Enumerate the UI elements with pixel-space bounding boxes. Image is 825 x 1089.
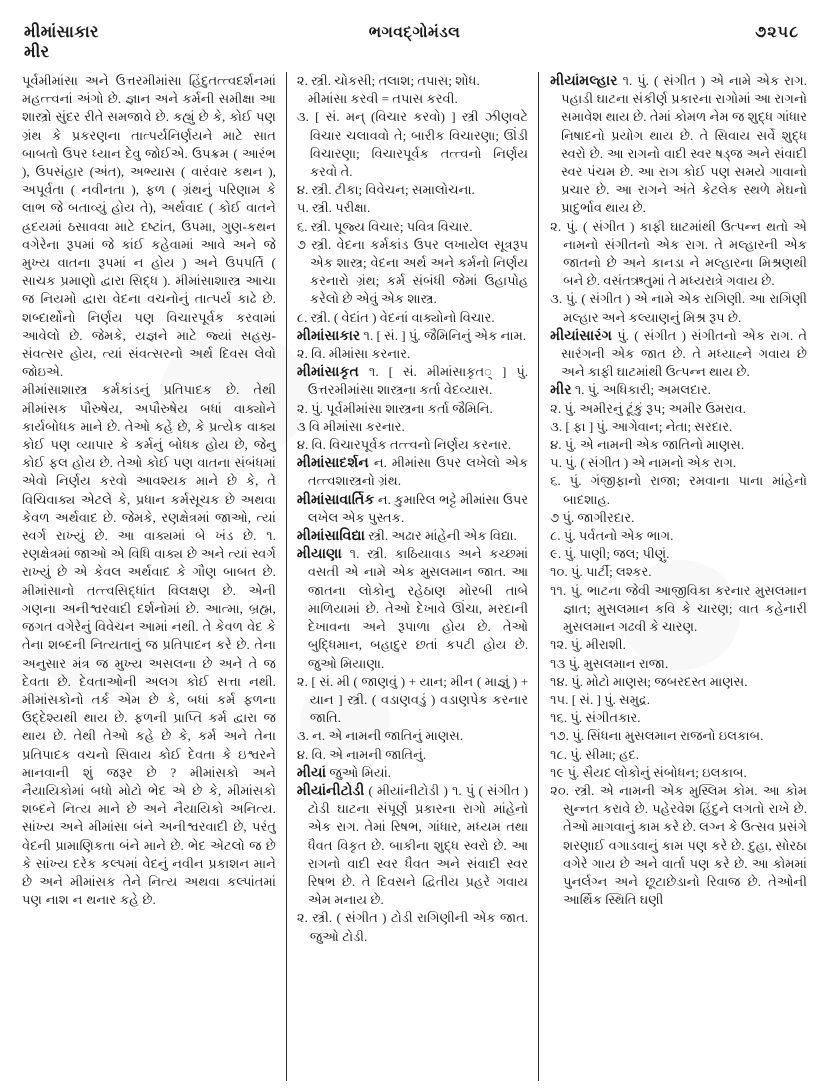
page-number: ૭૨૫૮ bbox=[755, 24, 799, 41]
dictionary-entry bbox=[297, 327, 528, 345]
dictionary-entry bbox=[297, 454, 528, 490]
entry-headword: મીયાં bbox=[296, 764, 327, 781]
entry-definition: ૧. પું. ( સંગીત ) એ નામે એક રાગ. પહાડી ઘાટના સંકીર્ણ પ્રકારના રાગોમાં આ રાગનો સમાવેશ થાય છે. તેમાં કોમળ નેમ જ શુદ્ધ ગાંધાર નિષાદનો પ્રયોગ થાય છે. તે સિવાય સર્વે શુદ્ધ સ્વરો છે. આ રાગનો વાદી સ્વર ષડ્જ અને સંવાદી સ્વર પંચમ છે. આ રાગ કોઈ પણ સમયે ગાવાનો પ્રચાર છે. આ રાગને અંતે કેટલેક સ્થળે મેઘનો પ્રાદુર્ભાવ થાય છે. bbox=[561, 73, 807, 216]
entry-definition: ( મીયાંનીટોડી ) ૧. પું ( સંગીત ) ટોડી ઘાટના સંપૂર્ણ પ્રકારના રાગો માંહેનો એક રાગ. તેમાં રિષભ, ગાંધાર, મધ્યમ તથા ધૈવત વિકૃત છે. બાકીના શુદ્ધ સ્વરો છે. આ રાગનો વાદી સ્વર ધૈવત અને સંવાદી સ્વર રિષભ છે. તે દિવસને દ્વિતીય પ્રહરે ગવાય એમ મનાય છે. bbox=[307, 782, 529, 908]
entry-continuation: મીમાંસા કરવી = તપાસ કરવી. bbox=[307, 91, 458, 107]
entry-headword: મીયાંનીટોડી bbox=[296, 782, 365, 799]
entry-sense: ૬. પું. ગંજીફાનો રાજા; રમવાના પાના માંહેનો બાદશાહ. bbox=[550, 473, 807, 507]
entry-sense: ૩. પું. ( સંગીત ) એ નામે એક રાગિણી. આ રાગિણી મલ્હાર અને કલ્યાણનું મિશ્ર રૂપ છે. bbox=[550, 291, 807, 325]
dictionary-entry bbox=[297, 363, 528, 399]
dictionary-entry bbox=[297, 491, 528, 527]
entry-headword: મીયાંમલ્હાર bbox=[550, 73, 618, 89]
dictionary-entry bbox=[550, 72, 807, 218]
entry-sense: ૧૨. પું. મીરાશી. bbox=[550, 637, 626, 653]
entry-headword: મીમાંસાદર્શન bbox=[296, 455, 369, 472]
entry-sense: ૪. સ્ત્રી. ટીકા; વિવેચન; સમાલોચના. bbox=[296, 182, 475, 198]
entry-definition: ન. કુમારિલ ભટ્ટે મીમાંસા ઉપર લખેલ એક પુસ્તક. bbox=[307, 491, 529, 525]
entry-sense: ૨. સ્ત્રી. ચોકસી; તલાશ; તપાસ; શોધ. bbox=[296, 73, 480, 88]
entry-headword: મીયાણા bbox=[296, 546, 342, 563]
entry-sense: ૪. વિ. એ નામની જાતિનું. bbox=[296, 746, 427, 762]
guide-word-second: મીર bbox=[24, 42, 50, 62]
entry-sense: ૧૫. [ સં. ] પું. સમુદ્ર. bbox=[550, 691, 651, 707]
entry-sense: ૨. પું. ( સંગીત ) કાફી ઘાટમાંથી ઉત્પન્ન થતો એ નામનો સંગીતનો એક રાગ. તે મલ્હારની એક જાતનો છે અને કાનડા ને મલ્હારના મિશ્રણથી બને છે. વસંતઋતુમાં તે મધ્યરાત્રે ગવાય છે. bbox=[550, 218, 807, 289]
entry-sense: ૧૮. પું. સીમા; હદ. bbox=[550, 746, 639, 762]
entry-sense: ૧૪. પું. મોટો માણસ; જબરદસ્ત માણસ. bbox=[550, 673, 748, 689]
entry-sense: ૩. ન. એ નામની જાતિનું માણસ. bbox=[296, 728, 464, 744]
entry-sense: ૫. પું. ( સંગીત ) એ નામનો એક રાગ. bbox=[550, 455, 737, 471]
entry-headword: મીમાંસાકૃત bbox=[296, 364, 359, 381]
dictionary-entry bbox=[297, 782, 528, 909]
body-paragraph: પૂર્વમીમાંસા અને ઉત્તરમીમાંસા હિંદુતત્ત્વદર્શનમાં મહત્ત્વનાં અંગો છે. જ્ઞાન અને કર્મની સમીક્ષા આ શાસ્ત્રો સુંદર રીતે સમજાવે છે. કહ્યું છે કે, કોઈ પણ ગ્રંથ કે પ્રકરણના તાત્પર્યનિર્ણયને માટે સાત બાબતો ઉપર ધ્યાન દેવુ જોઈએ. ઉપક્રમ ( આરંભ ), ઉપસંહાર (અંત), અભ્યાસ ( વારંવાર કથન ), અપૂર્વતા ( નવીનતા ), ફળ ( ગ્રંથનું પરિણામ કે લાભ જે બતાવ્યું હોય તે), અર્થવાદ ( કોઈ વાતને હ્રદયમાં ઠસાવવા માટે દષ્ટાંત, ઉપમા, ગુણ-કથન વગેરેના રૂપમાં જે કાંઈ કહેવામાં આવે અને જે મુખ્ય વાતના રૂપમાં ન હોય ) અને ઉપપર્તિ ( સાચક પ્રમાણો દ્વારા સિદ્ધ ). મીમાંસાશાસ્ત્ર આચા જ નિયમો દ્વારા વેદના વચનોનું તાત્પર્ય કાઢે છે. શબ્દાર્થોનો નિર્ણય પણ વિચારપૂર્વક કરવામાં આવેલો છે. જેમકે, યજ્ઞને માટે જ્યાં સહસ્ર-સંવત્સર હોય, ત્યાં સંવત્સરનો અર્થ દિવસ લેવો જોઇએ. bbox=[22, 73, 276, 380]
entry-definition: જુઓ મિયાં. bbox=[326, 764, 392, 780]
entry-headword: મીમાંસાવિદ્યા bbox=[296, 528, 366, 545]
entry-sense: ૧૯ પું. સૈયદ લોકોનું સંબોધન; ઇલકાબ. bbox=[550, 764, 747, 780]
entry-sense: ૮. સ્ત્રી. ( વેદાંત ) વેદનાં વાક્યોનો વિચાર. bbox=[296, 309, 495, 325]
dictionary-entry bbox=[297, 545, 528, 672]
columns-container bbox=[22, 72, 807, 1081]
entry-sense: ૨. સ્ત્રી. ( સંગીત ) ટોડી રાગિણીની એક જાત. જુઓ ટોડી. bbox=[296, 910, 529, 944]
entry-sense: ૯. પું. પાણી; જલ; પીણું. bbox=[550, 546, 670, 562]
entry-sense: ૭ પું. જાગીરદાર. bbox=[550, 509, 635, 525]
entry-sense: ૭ સ્ત્રી. વેદના કર્મકાંડ ઉપર લખાયેલ સૂત્રરૂપ એક શાસ્ત્ર; વેદના અર્થ અને કર્મનો નિર્ણય કરનારો ગ્રંથ; કર્મ સંબંધી જેમાં ઉહાપોહ કરેલો છે એવું એક શાસ્ત્ર. bbox=[296, 236, 529, 307]
entry-definition: પું. ( સંગીત ) સંગીતનો એક રાગ. તે સારંગની એક જાત છે. તે મધ્યાહ્ને ગવાય છે અને કાફી ઘાટમાંથી ઉત્પન્ન થાય છે. bbox=[561, 327, 807, 380]
entry-definition: ૧. પું. અધિકારી; અમલદાર. bbox=[571, 382, 711, 398]
entry-definition: સ્ત્રી. અઢાર માંહેની એક વિદ્યા. bbox=[365, 528, 517, 544]
body-paragraph: મીમાંસાશાસ્ત્ર કર્મકાંડનું પ્રતિપાદક છે. તેથી મીમાંસક પૌરુષેય, અપૌરુષેય બધાં વાક્યોને કાર્યબોધક માને છે. તેઓ કહે છે, કે પ્રત્યેક વાક્ય કોઈ પણ વ્યાપાર કે કર્મનું બોધક હોય છે, જેનુ કોઈ ફલ હોય છે. તેઓ કોઈ પણ વાતના સંબંધમાં એવો નિર્ણય કરવો આવશ્યક માને છે કે, તે વિચિવાક્ય એટલે કે, પ્રધાન કર્મસૂચક છે અથવા કેવળ અર્થવાદ છે. જેમકે, રણક્ષેત્રમાં જાઓ, ત્યાં સ્વર્ગ રાખ્યું છે. આ વાક્યમાં બે ખંડ છે. ૧. રણક્ષેત્રમાં જાઓ એ વિધિ વાક્ય છે અને ત્યાં સ્વર્ગ રાખ્યું છે એ કેવલ અર્થવાદ કે ગૌણ બાબત છે. મીમાંસાનો તત્ત્વસિદ્ધાંત વિલક્ષણ છે. એની ગણના અનીશ્વરવાદી દર્શનોમાં છે. આત્મા, બ્રહ્મ, જગત વગેરેનું વિવેચન આમાં નથી. તે કેવળ વેદ કે તેના શબ્દની નિત્યતાનું જ પ્રતિપાદન કરે છે. તેના અનુસાર મંત્ર જ મુખ્ય અસલના છે અને તે જ દેવતા છે. દેવતાઓની અલગ કોઈ સત્તા નથી. મીમાંસકોનો તર્ક એમ છે કે, બધાં કર્મ ફળના ઉદ્દેશ્યથી થાય છે. ફળની પ્રાપ્તિ કર્મ દ્વારા જ થાય છે. તેથી તેઓ કહે છે કે, કર્મ અને તેના પ્રતિપાદક વચનો સિવાય કોઈ દેવતા કે ઇશ્વરને માનવાની શું જરૂર છે ? મીમાંસકો અને નૈયાયિકોમાં બધો મોટો ભેદ એ છે કે, મીમાંસકો શબ્દને નિત્ય માને છે અને નૈયાયિકો અનિત્ય. સાંખ્ય અને મીમાંસા બંને અનીશ્વરવાદી છે, પરંતુ વેદની પ્રામાણિકતા બંને માને છે. ભેદ એટલો જ છે કે સાંખ્ય દરેક કલ્પમાં વેદનું નવીન પ્રકાશન માને છે અને મીમાંસક તેને નિત્ય અથવા કલ્પાંતમાં પણ નાશ ન થનાર કહે છે. bbox=[22, 382, 276, 908]
entry-sense: ૧૩ પું. મુસલમાન રાજા. bbox=[550, 655, 669, 671]
entry-definition: ન. મીમાંસા ઉપર લખેલો એક તત્ત્વશાસ્ત્રનો ગ્રંથ. bbox=[307, 455, 529, 489]
page-header bbox=[22, 22, 807, 78]
entry-sense: ૧૭. પું. સિંધના મુસલમાન રાજનો ઇલકાબ. bbox=[550, 728, 764, 744]
dictionary-entry bbox=[297, 527, 528, 545]
entry-sense: ૩. [ સં. મન્ (વિચાર કરવો) ] સ્ત્રી ઝીણવટે વિચાર ચલાવવો તે; બારીક વિચારણા; ઊંડી વિચારણા; વિચારપૂર્વક તત્ત્વનો નિર્ણય કરવો તે. bbox=[296, 109, 529, 180]
entry-sense: ૨. વિ. મીમાંસા કરનાર. bbox=[296, 346, 411, 362]
entry-headword: મીર bbox=[550, 382, 572, 399]
entry-sense: ૨. [ સં. મી ( જાણવું ) + યાન; મીન ( માજ્ઞું ) + યાન ] સ્ત્રી. ( વડાણવડું ) વડાણપેક કરનાર જાતિ. bbox=[296, 673, 529, 726]
entry-sense: ૨૦. સ્ત્રી. એ નામની એક મુસ્લિમ કોમ. આ કોમ સુન્નત કરાવે છે. પહેરવેશ હિંદુને લગતો રાખે છે. તેઓ માગવાનું કામ કરે છે. લગ્ન કે ઉત્સવ પ્રસંગે શરણાઈ વગાડવાનું કામ પણ કરે છે. દુહા, સોરઠા વગેરે ગાય છે અને વાર્તા પણ કરે છે. આ કોમમાં પુનર્લગ્ન અને છૂટાછેડાનો રિવાજ છે. તેઓની આર્થિક સ્થિતિ ઘણી bbox=[550, 782, 807, 908]
entry-headword: મીયાંસારંગ bbox=[550, 327, 612, 344]
entry-sense: ૪. વિ. વિચારપૂર્વક તત્ત્વનો નિર્ણય કરનાર. bbox=[296, 437, 512, 453]
entry-definition: ૧. [ સં. મીમાંસાકૃત् ] પું. ઉત્તરમીમાંસા શાસ્ત્રના કર્તા વેદવ્યાસ. bbox=[307, 364, 529, 398]
column-one bbox=[22, 72, 286, 1081]
entry-headword: મીમાંસાકાર bbox=[296, 327, 361, 344]
guide-word-first: મીમાંસાકાર bbox=[24, 22, 99, 41]
column-three bbox=[539, 72, 807, 1081]
column-two bbox=[287, 72, 538, 1081]
entry-headword: મીમાંસાવાર્તિક bbox=[296, 491, 375, 508]
entry-sense: ૧૧. પું. ભાટના જેવી આજીવિકા કરનાર મુસલમાન જ્ઞાત; મુસલમાન કવિ કે ચારણ; વાત કહેનારી મુસલમાન ગઢવી કે ચારણ. bbox=[550, 582, 807, 635]
entry-definition: ૧. સ્ત્રી. કાઠિયાવાડ અને કચ્છમાં વસતી એ નામે એક મુસલમાન જાત. આ જાતના લોકોનુ રહેઠાણ મોરબી તાબે માળિયામાં છે. તેઓ દેખાવે ઊંચા, મરદાની દેખાવના અને રૂપાળા હોય છે. તેઓ બુદ્ધિમાન, બહાદુર છતાં કપટી હોય છે. જુઓ મિયાણા. bbox=[307, 546, 529, 671]
entry-sense: ૨. પું. પૂર્વમીમાંસા શાસ્ત્રના કર્તા જૈમિનિ. bbox=[296, 400, 493, 416]
dictionary-entry bbox=[550, 381, 807, 399]
entry-sense: ૧૬. પું. સંગીતકાર. bbox=[550, 710, 641, 726]
entry-definition: ૧. [ સં. ] પું. જૈમિનિનું એક નામ. bbox=[360, 327, 527, 343]
entry-sense: ૮. પું. પર્વતનો એક ભાગ. bbox=[550, 528, 674, 544]
entry-sense: ૨. પું. અમીરનું ટૂંકું રૂપ; અમીર ઉમરાવ. bbox=[550, 400, 746, 416]
entry-sense: ૫. સ્ત્રી. પરીક્ષા. bbox=[296, 200, 371, 216]
entry-sense: ૪. પું. એ નામની એક જાતિનો માણસ. bbox=[550, 437, 745, 453]
entry-sense: ૧૦. પું. પાર્ટી; લશ્કર. bbox=[550, 564, 652, 580]
dictionary-entry bbox=[550, 327, 807, 382]
dictionary-entry bbox=[297, 764, 528, 782]
entry-sense: ૩ વિ મીમાંસા કરનાર. bbox=[296, 418, 405, 434]
entry-sense: ૩. [ ફા ] પું. આગેવાન; નેતા; સરદાર. bbox=[550, 418, 733, 434]
book-title: ભગવદ્ગોમંડલ bbox=[368, 24, 461, 41]
entry-sense: ૬. સ્ત્રી. પૂજ્ય વિચાર; પવિત્ર વિચાર. bbox=[296, 218, 473, 234]
